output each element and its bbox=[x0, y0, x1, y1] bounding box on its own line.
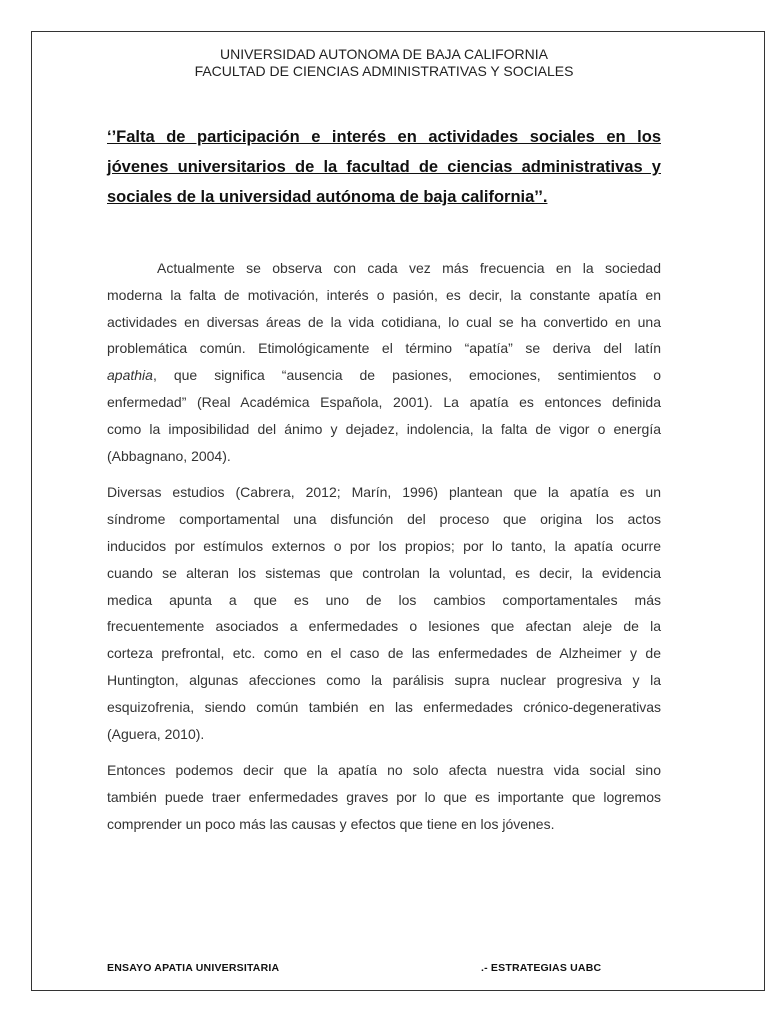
footer-document-name: ENSAYO APATIA UNIVERSITARIA bbox=[107, 962, 280, 974]
title-line: jóvenes universitarios de la facultad de ciencias administrativas y bbox=[107, 158, 661, 176]
text-line: (Abbagnano, 2004). bbox=[107, 447, 231, 464]
text-line: también puede traer enfermedades graves por lo que es importante que logremos bbox=[107, 789, 661, 806]
text-line: inducidos por estímulos externos o por los propios; por lo tanto, la apatía ocurre bbox=[107, 537, 661, 554]
text-line: (Aguera, 2010). bbox=[107, 725, 205, 742]
footer-course-name: .- ESTRATEGIAS UABC bbox=[481, 962, 602, 974]
text-line: moderna la falta de motivación, interés o pasión, es decir, la constante apatía en bbox=[107, 286, 661, 303]
text-line: Diversas estudios (Cabrera, 2012; Marín, 1996) plantean que la apatía es un bbox=[107, 484, 661, 501]
document-header bbox=[0, 46, 768, 80]
essay-title bbox=[107, 122, 661, 212]
university-name: UNIVERSIDAD AUTONOMA DE BAJA CALIFORNIA bbox=[219, 46, 549, 62]
text-line: medica apunta a que es uno de los cambios comportamentales más bbox=[107, 591, 661, 608]
text-line: cuando se alteran los sistemas que controlan la voluntad, es decir, la evidencia bbox=[107, 564, 661, 581]
text-line: problemática común. Etimológicamente el término “apatía” se deriva del latín bbox=[107, 340, 661, 357]
faculty-name: FACULTAD DE CIENCIAS ADMINISTRATIVAS Y SOCIALES bbox=[194, 63, 574, 79]
text-line: corteza prefrontal, etc. como en el caso de las enfermedades de Alzheimer y de bbox=[107, 645, 661, 662]
essay-body bbox=[107, 255, 661, 838]
text-line-italic-start: apathia, que significa “ausencia de pasiones, emociones, sentimientos o bbox=[107, 367, 661, 384]
paragraph-2 bbox=[107, 479, 661, 747]
paragraph-3 bbox=[107, 757, 661, 837]
paragraph-1 bbox=[107, 255, 661, 469]
title-line: ‘’Falta de participación e interés en actividades sociales en los bbox=[107, 128, 661, 146]
text-line: esquizofrenia, siendo común también en las enfermedades crónico-degenerativas bbox=[107, 698, 661, 715]
text-line: frecuentemente asociados a enfermedades o lesiones que afectan aleje de la bbox=[107, 618, 661, 635]
text-line: Huntington, algunas afecciones como la parálisis supra nuclear progresiva y la bbox=[107, 671, 661, 688]
text-line: Entonces podemos decir que la apatía no solo afecta nuestra vida social sino bbox=[107, 762, 661, 779]
text-line: como la imposibilidad del ánimo y dejadez, indolencia, la falta de vigor o energía bbox=[107, 420, 661, 437]
text-line: enfermedad” (Real Académica Española, 2001). La apatía es entonces definida bbox=[107, 393, 661, 410]
text-line: síndrome comportamental una disfunción del proceso que origina los actos bbox=[107, 511, 661, 528]
text-line: comprender un poco más las causas y efectos que tiene en los jóvenes. bbox=[107, 815, 555, 832]
text-line: Actualmente se observa con cada vez más frecuencia en la sociedad bbox=[157, 260, 661, 276]
text-line: actividades en diversas áreas de la vida cotidiana, lo cual se ha convertido en una bbox=[107, 313, 661, 330]
title-line: sociales de la universidad autónoma de baja california’’. bbox=[107, 188, 548, 206]
